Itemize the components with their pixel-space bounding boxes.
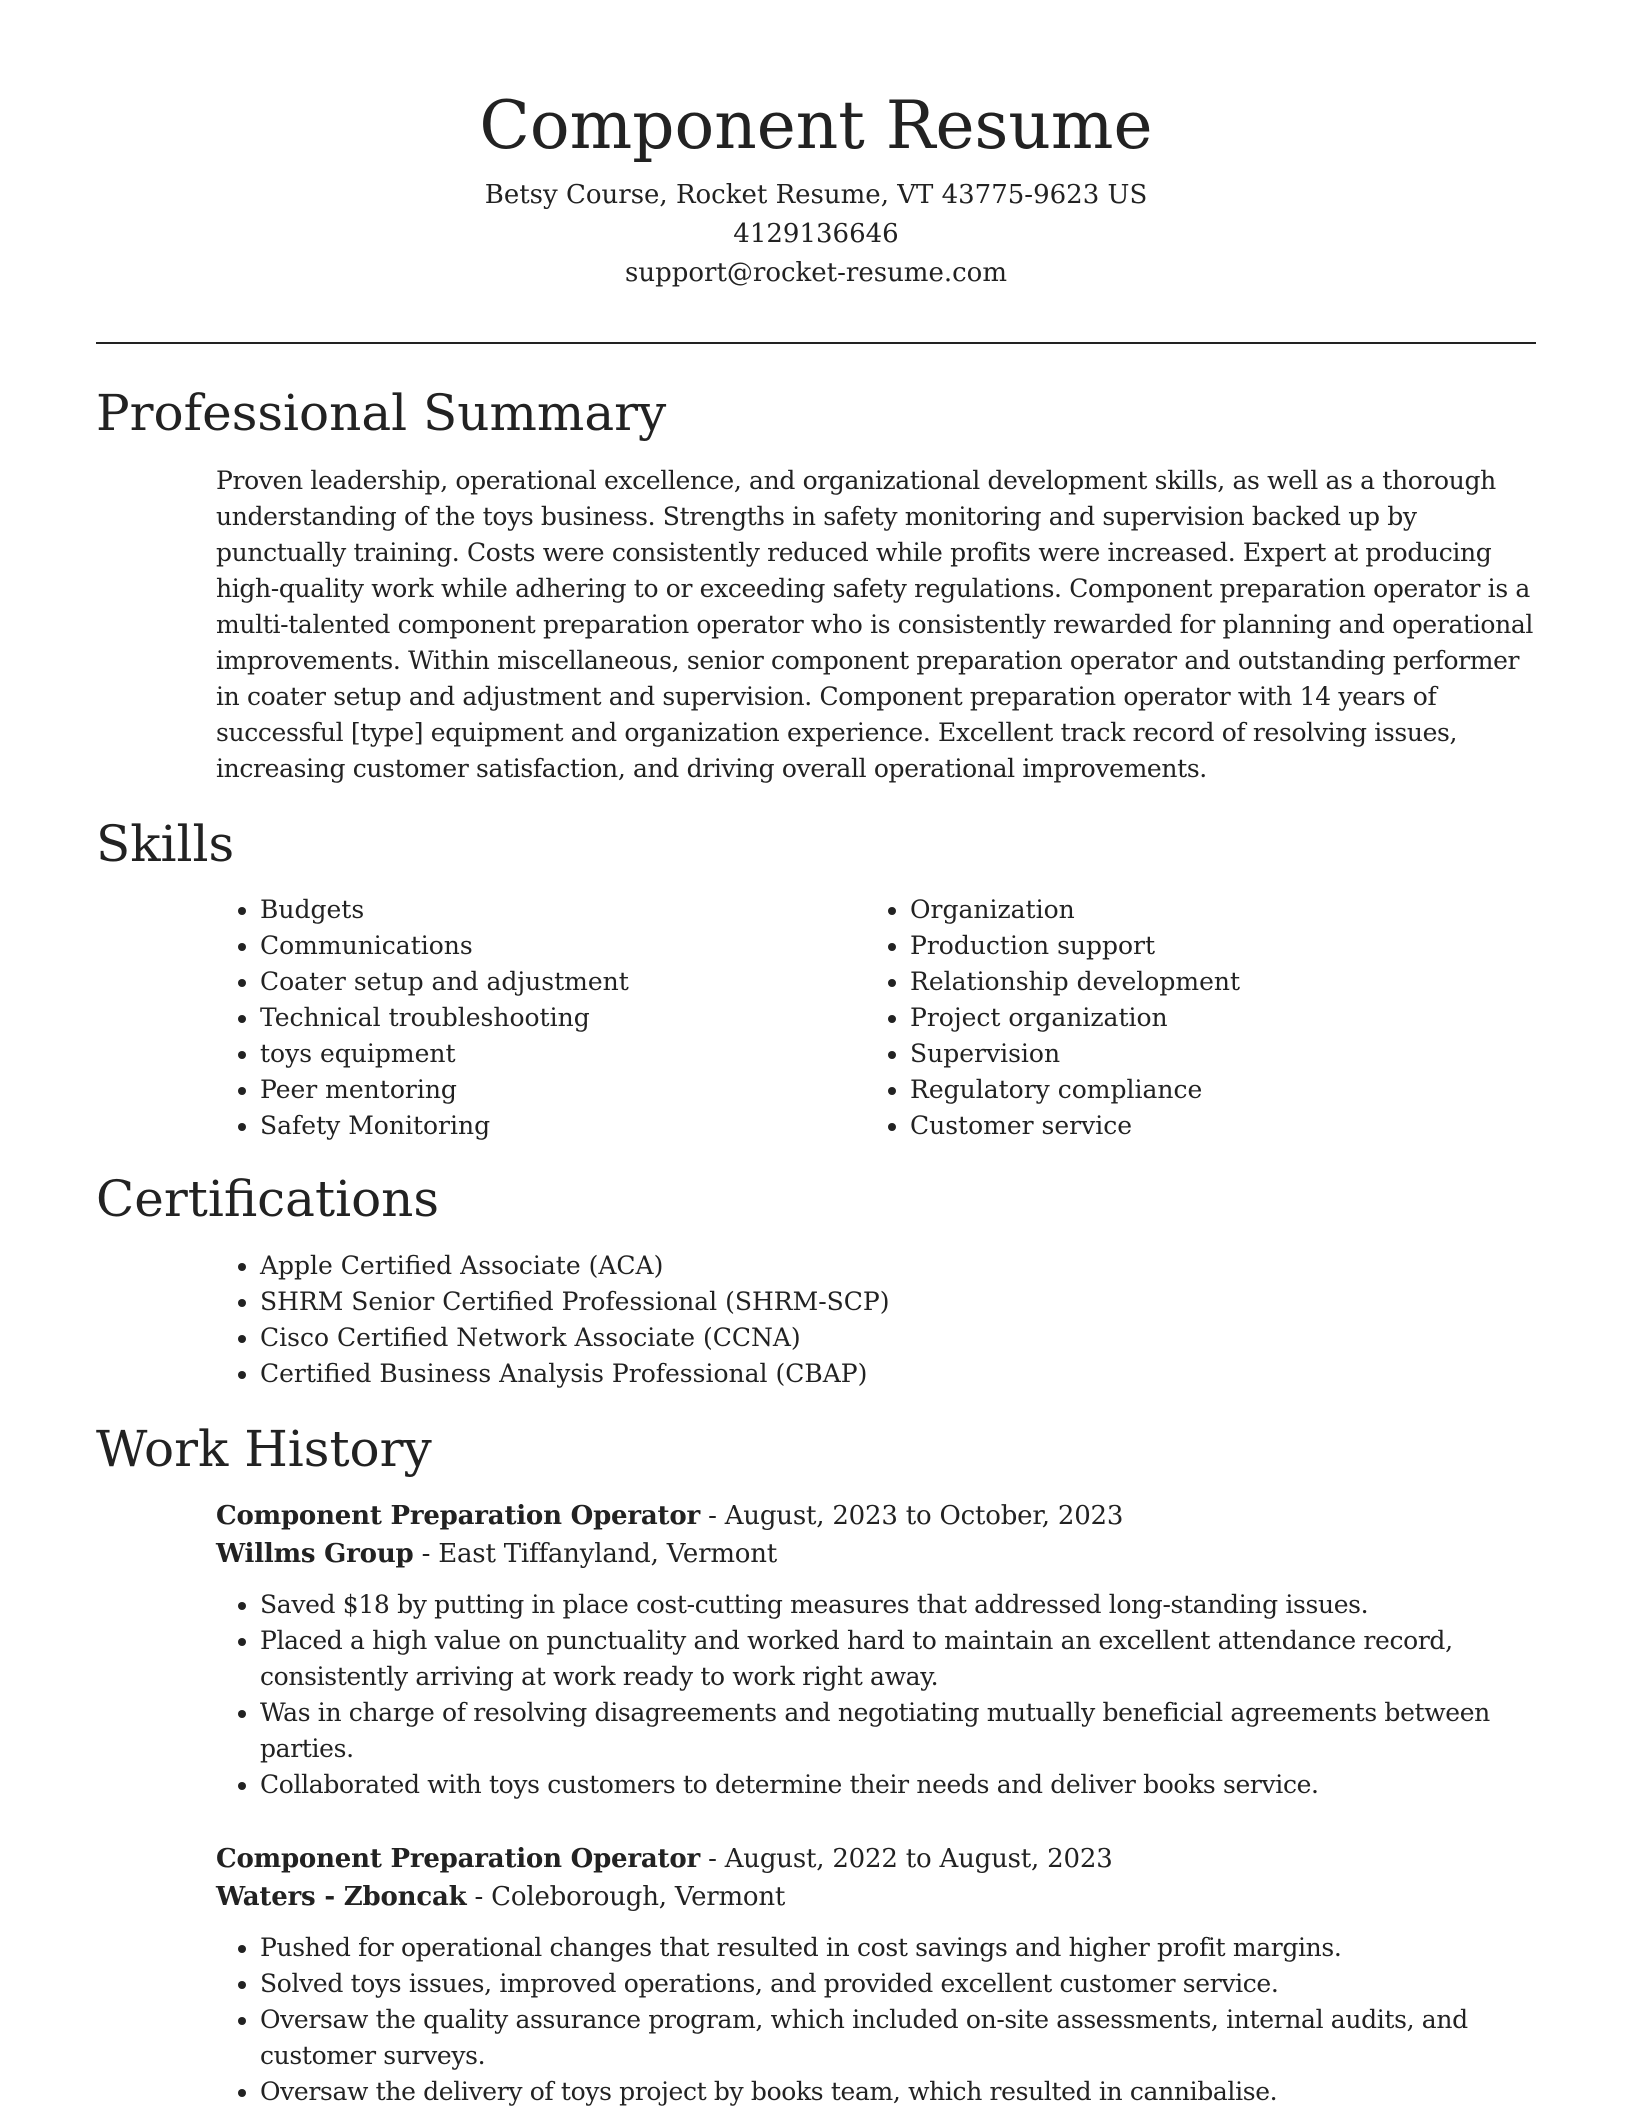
job-role: Component Preparation Operator bbox=[216, 1501, 700, 1531]
summary-text: Proven leadership, operational excellence, and organizational development skills, as well as a thorough understanding of the toys business. Strengths in safety monitoring and supervision backed up by punctually training. Costs were consistently reduced while profits were increased. Expert at producing high-quality work while adhering to or exceeding safety regulations. Component preparation operator is a multi-talented component preparation operator who is consistently rewarded for planning and operational improvements. Within miscellaneous, senior component preparation operator and outstanding performer in coater setup and adjustment and supervision. Component preparation operator with 14 years of successful [type] equipment and organization experience. Excellent track record of resolving issues, increasing customer satisfaction, and driving overall operational improvements. bbox=[216, 466, 1534, 783]
contact-address: Betsy Course, Rocket Resume, VT 43775-9623 US bbox=[484, 180, 1148, 210]
skills-heading: Skills bbox=[96, 815, 235, 873]
certification-item: • SHRM Senior Certified Professional (SHRM-SCP) bbox=[260, 1284, 1536, 1320]
resume-title: Component Resume bbox=[479, 87, 1153, 164]
job-company-line bbox=[216, 1535, 1536, 1573]
job-company-line bbox=[216, 1878, 1536, 1916]
work-history-heading: Work History bbox=[96, 1420, 432, 1478]
skill-item: • Relationship development bbox=[910, 964, 1466, 1000]
job-dates: - August, 2022 to August, 2023 bbox=[700, 1844, 1113, 1874]
job-bullets bbox=[216, 1587, 1536, 1803]
job-entry bbox=[216, 1497, 1536, 1803]
header-divider bbox=[96, 342, 1536, 344]
certification-item: • Certified Business Analysis Professional (CBAP) bbox=[260, 1356, 1536, 1392]
job-company: Waters - Zboncak bbox=[216, 1882, 467, 1912]
skill-item: • Customer service bbox=[910, 1108, 1466, 1144]
skill-item: • Peer mentoring bbox=[260, 1072, 816, 1108]
job-title-line bbox=[216, 1497, 1536, 1535]
skills-left-list bbox=[216, 892, 816, 1144]
skill-item: • Coater setup and adjustment bbox=[260, 964, 816, 1000]
certification-item: • Cisco Certified Network Associate (CCNA) bbox=[260, 1320, 1536, 1356]
skill-item: • Project organization bbox=[910, 1000, 1466, 1036]
skill-item: • Safety Monitoring bbox=[260, 1108, 816, 1144]
job-bullets bbox=[216, 1930, 1536, 2110]
summary-section bbox=[216, 463, 1536, 787]
skill-item: • Production support bbox=[910, 928, 1466, 964]
job-company: Willms Group bbox=[216, 1539, 414, 1569]
resume-header bbox=[0, 78, 1632, 293]
job-bullet: • Collaborated with toys customers to determine their needs and deliver books service. bbox=[260, 1767, 1536, 1803]
certifications-heading: Certifications bbox=[96, 1170, 440, 1228]
skill-item: • Supervision bbox=[910, 1036, 1466, 1072]
skill-item: • toys equipment bbox=[260, 1036, 816, 1072]
job-location: - East Tiffanyland, Vermont bbox=[413, 1539, 778, 1569]
job-title-line bbox=[216, 1840, 1536, 1878]
certification-item: • Apple Certified Associate (ACA) bbox=[260, 1248, 1536, 1284]
job-bullet: • Was in charge of resolving disagreements and negotiating mutually beneficial agreements between parties. bbox=[260, 1695, 1536, 1767]
contact-email: support@rocket-resume.com bbox=[624, 258, 1007, 288]
job-bullet: • Pushed for operational changes that resulted in cost savings and higher profit margins. bbox=[260, 1930, 1536, 1966]
certifications-section bbox=[216, 1248, 1536, 1392]
job-bullet: • Oversaw the quality assurance program, which included on-site assessments, internal audits, and customer surveys. bbox=[260, 2002, 1536, 2074]
job-bullet: • Solved toys issues, improved operations, and provided excellent customer service. bbox=[260, 1966, 1536, 2002]
skill-item: • Communications bbox=[260, 928, 816, 964]
skills-left-column bbox=[216, 892, 816, 1144]
skills-right-list bbox=[866, 892, 1466, 1144]
job-role: Component Preparation Operator bbox=[216, 1844, 700, 1874]
skill-item: • Technical troubleshooting bbox=[260, 1000, 816, 1036]
job-entry bbox=[216, 1840, 1536, 2110]
certifications-list bbox=[216, 1248, 1536, 1392]
job-bullet: • Placed a high value on punctuality and worked hard to maintain an excellent attendance record, consistently arriving at work ready to work right away. bbox=[260, 1623, 1536, 1695]
job-bullet: • Oversaw the delivery of toys project by books team, which resulted in cannibalise. bbox=[260, 2074, 1536, 2110]
job-bullet: • Saved $18 by putting in place cost-cutting measures that addressed long-standing issues. bbox=[260, 1587, 1536, 1623]
skills-right-column bbox=[866, 892, 1466, 1144]
job-dates: - August, 2023 to October, 2023 bbox=[700, 1501, 1124, 1531]
skill-item: • Regulatory compliance bbox=[910, 1072, 1466, 1108]
job-location: - Coleborough, Vermont bbox=[466, 1882, 786, 1912]
summary-heading: Professional Summary bbox=[96, 384, 667, 442]
skill-item: • Budgets bbox=[260, 892, 816, 928]
skill-item: • Organization bbox=[910, 892, 1466, 928]
contact-phone: 4129136646 bbox=[733, 219, 899, 249]
